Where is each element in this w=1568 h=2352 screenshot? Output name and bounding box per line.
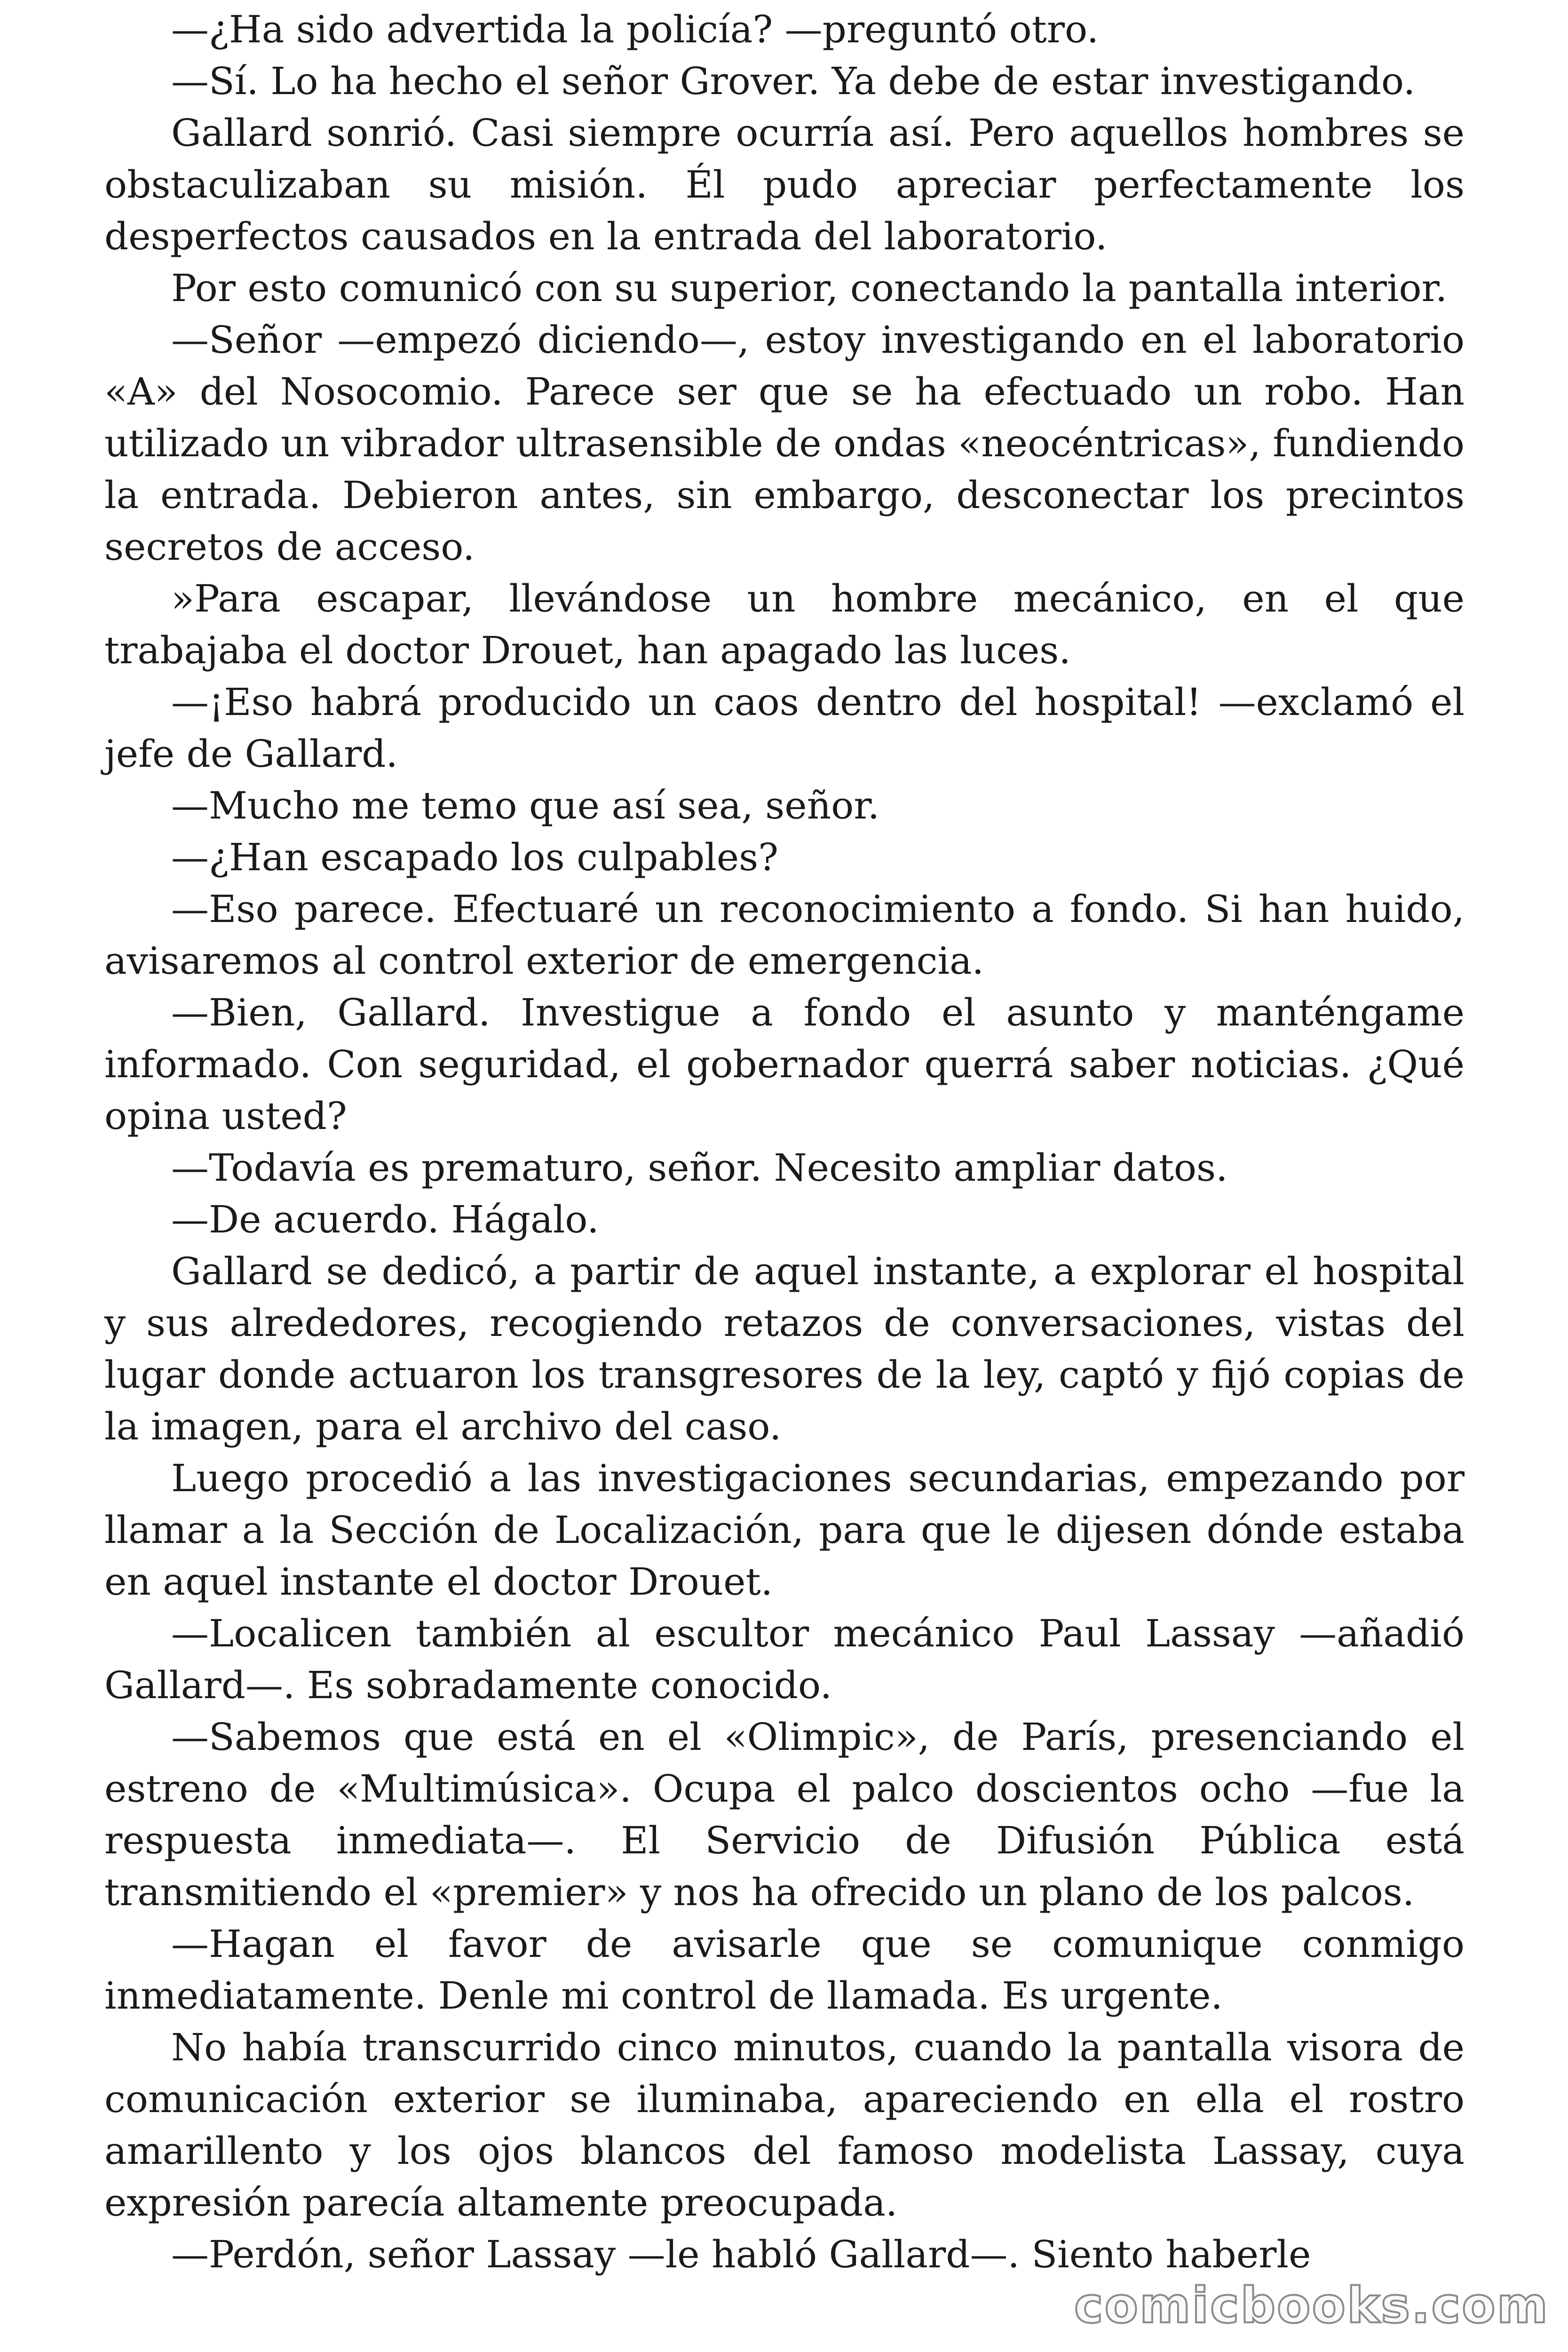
body-text xyxy=(104,4,1465,2280)
paragraph: Por esto comunicó con su superior, conectando la pantalla interior. xyxy=(171,266,1448,310)
paragraph: Gallard se dedicó, a partir de aquel instante, a explorar el hospital y sus alrededores, recogiendo retazos de conversaciones, vistas del lugar donde actuaron los transgresores de la ley, captó y fijó copias de la imagen, para el archivo del caso. xyxy=(104,1249,1465,1448)
paragraph: —De acuerdo. Hágalo. xyxy=(171,1198,599,1241)
paragraph: —¿Han escapado los culpables? xyxy=(171,835,779,879)
paragraph: —Mucho me temo que así sea, señor. xyxy=(171,784,880,827)
paragraph: »Para escapar, llevándose un hombre mecánico, en el que trabajaba el doctor Drouet, han apagado las luces. xyxy=(104,577,1465,672)
paragraph: Luego procedió a las investigaciones secundarias, empezando por llamar a la Sección de Localización, para que le dijesen dónde estaba en aquel instante el doctor Drouet. xyxy=(104,1456,1465,1604)
paragraph: Gallard sonrió. Casi siempre ocurría así. Pero aquellos hombres se obstaculizaban su misión. Él pudo apreciar perfectamente los desperfectos causados en la entrada del laboratorio. xyxy=(104,111,1465,258)
paragraph: —¡Eso habrá producido un caos dentro del hospital! —exclamó el jefe de Gallard. xyxy=(104,680,1465,776)
paragraph: —Eso parece. Efectuaré un reconocimiento a fondo. Si han huido, avisaremos al control exterior de emergencia. xyxy=(104,887,1465,983)
paragraph: No había transcurrido cinco minutos, cuando la pantalla visora de comunicación exterior se iluminaba, apareciendo en ella el rostro amarillento y los ojos blancos del famoso modelista Lassay, cuya expresión parecía altamente preocupada. xyxy=(104,2026,1465,2225)
paragraph: —Sabemos que está en el «Olimpic», de París, presenciando el estreno de «Multimúsica». Ocupa el palco doscientos ocho —fue la respuesta inmediata—. El Servicio de Difusión Pública está transmitiendo el «premier» y nos ha ofrecido un plano de los palcos. xyxy=(104,1715,1465,1914)
paragraph: —Bien, Gallard. Investigue a fondo el asunto y manténgame informado. Con seguridad, el gobernador querrá saber noticias. ¿Qué opina usted? xyxy=(104,991,1465,1138)
paragraph: —Sí. Lo ha hecho el señor Grover. Ya debe de estar investigando. xyxy=(171,59,1416,103)
paragraph: —Localicen también al escultor mecánico Paul Lassay —añadió Gallard—. Es sobradamente conocido. xyxy=(104,1612,1465,1707)
paragraph: —Hagan el favor de avisarle que se comunique conmigo inmediatamente. Denle mi control de llamada. Es urgente. xyxy=(104,1922,1465,2018)
paragraph: —Perdón, señor Lassay —le habló Gallard—. Siento haberle xyxy=(171,2233,1311,2276)
paragraph: —Todavía es prematuro, señor. Necesito ampliar datos. xyxy=(171,1146,1228,1190)
watermark-logo: comicbooks.com xyxy=(1074,2277,1549,2334)
paragraph: —¿Ha sido advertida la policía? —preguntó otro. xyxy=(171,8,1099,51)
paragraph: —Señor —empezó diciendo—, estoy investigando en el laboratorio «A» del Nosocomio. Parece ser que se ha efectuado un robo. Han utilizado un vibrador ultrasensible de ondas «neocéntricas», fundiendo la entrada. Debieron antes, sin embargo, desconectar los precintos secretos de acceso. xyxy=(104,318,1465,569)
